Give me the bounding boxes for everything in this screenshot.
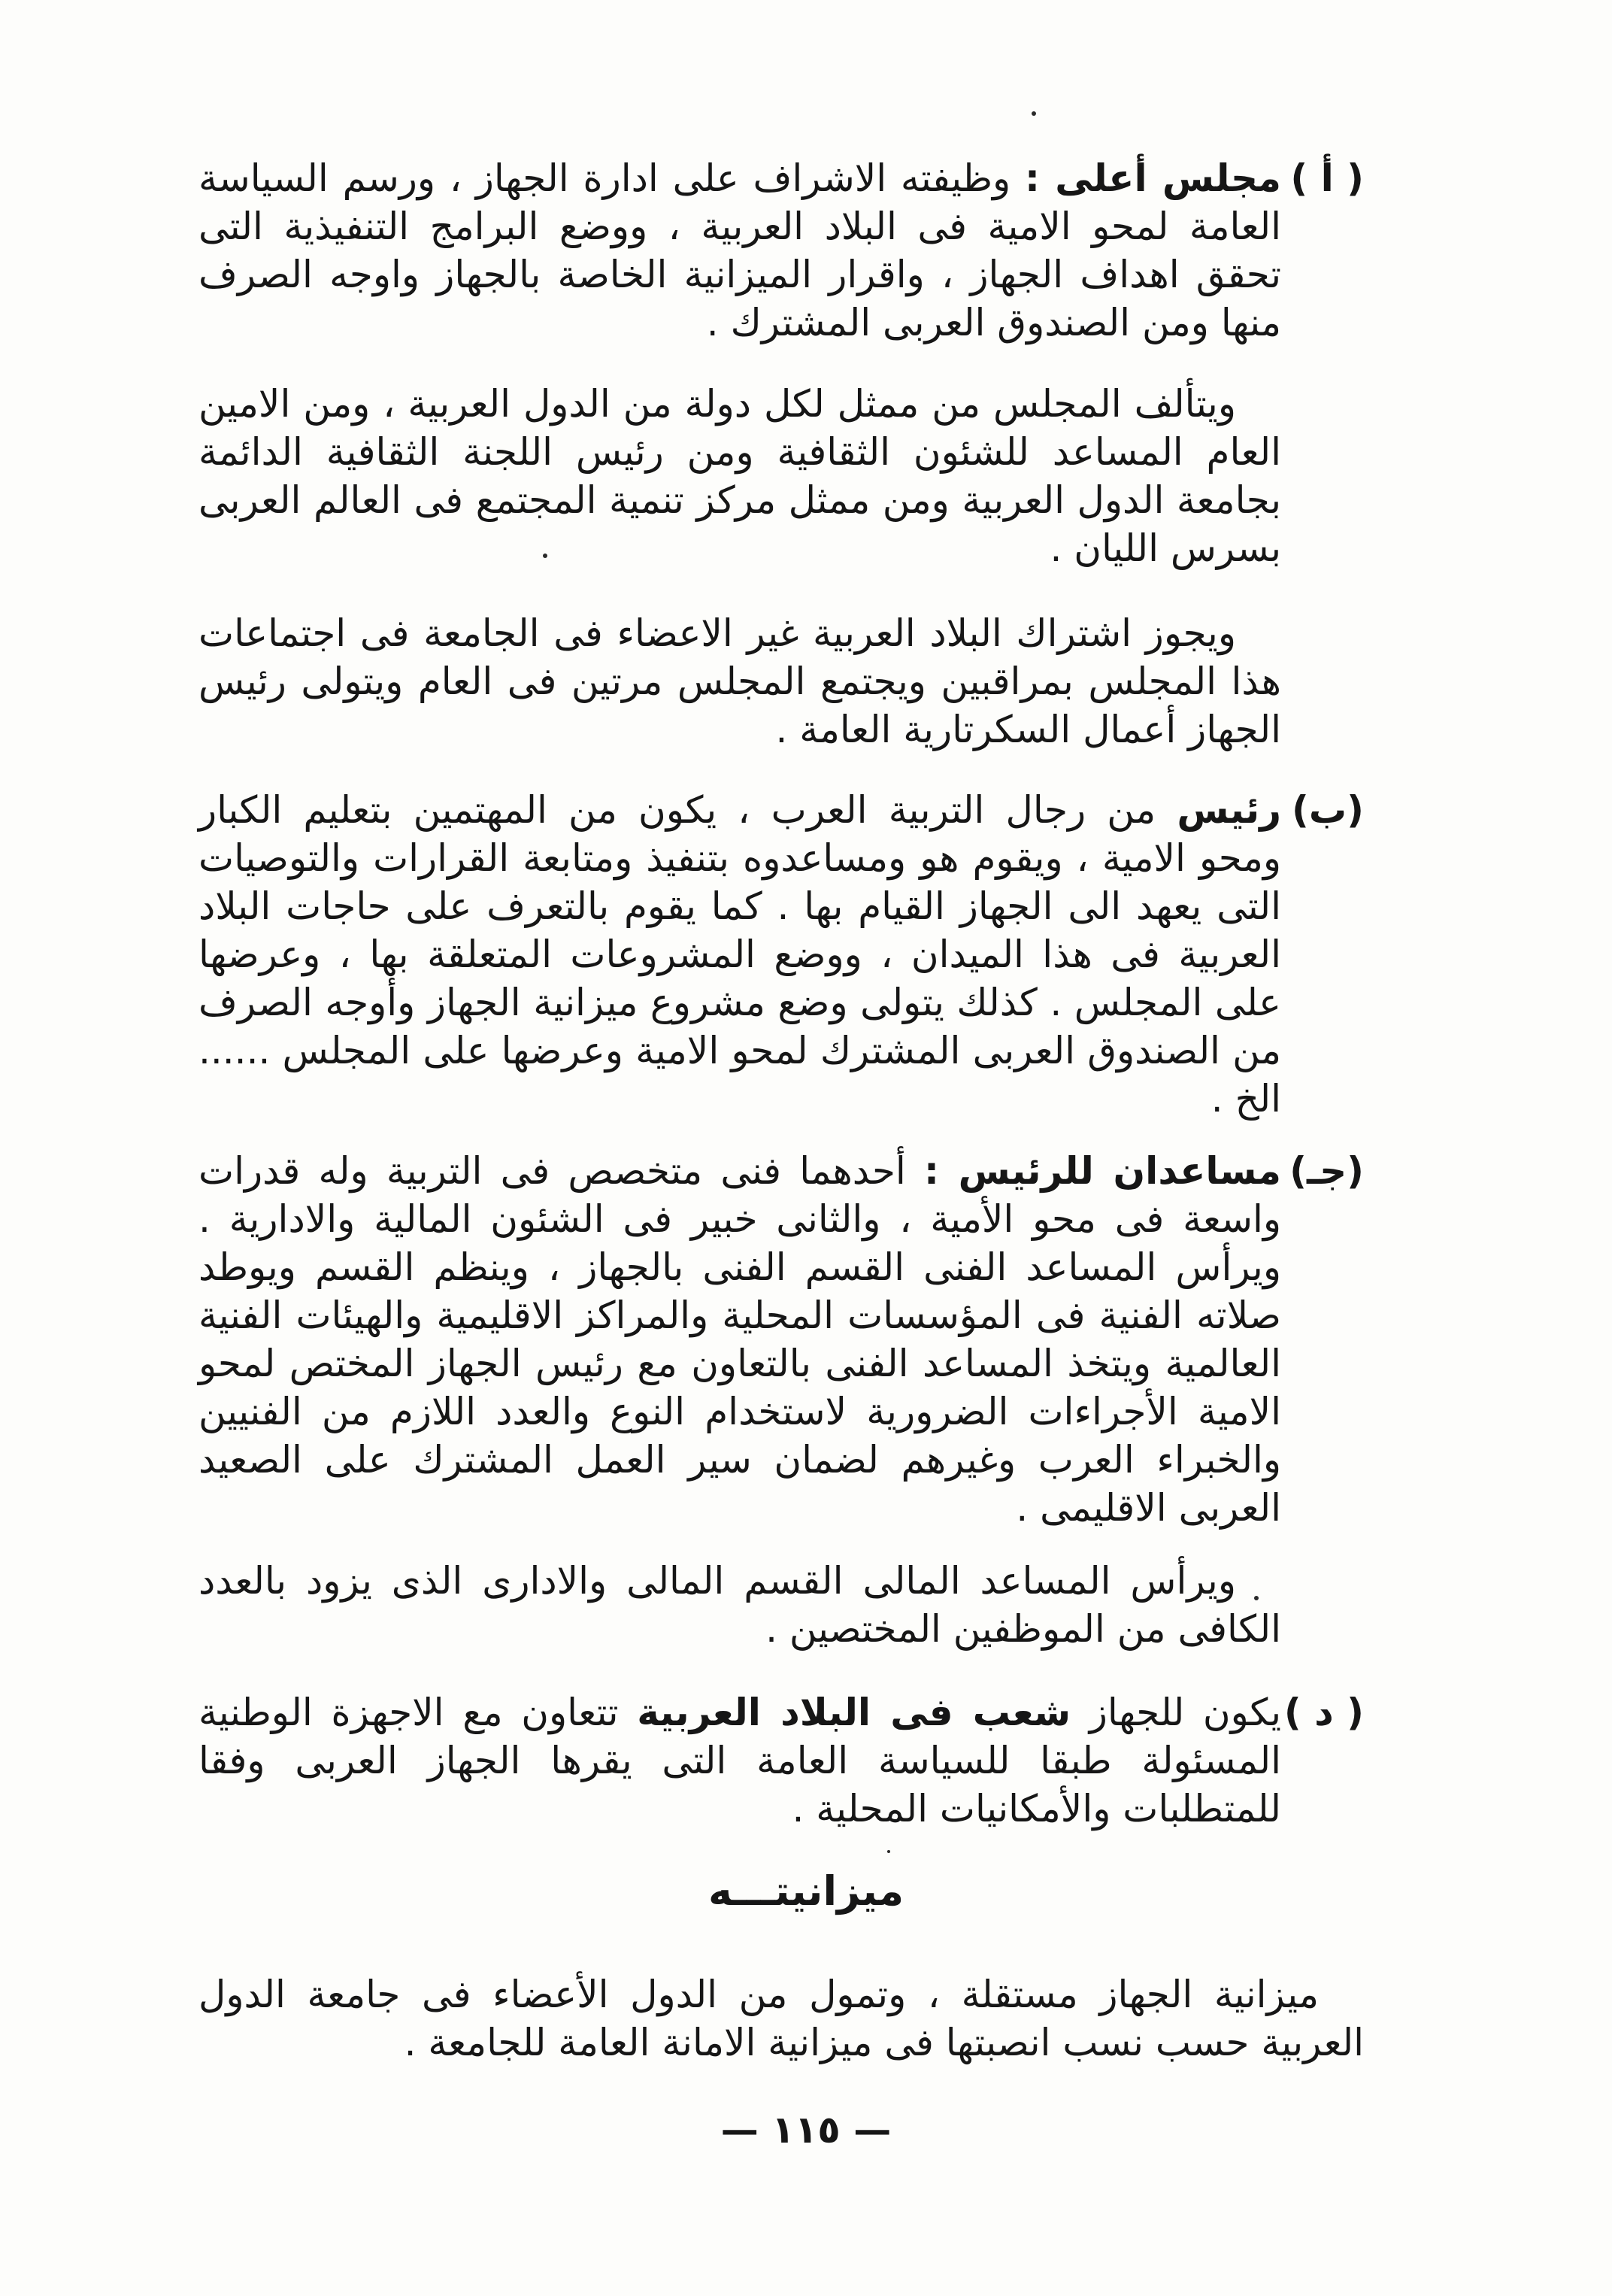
budget-heading: ميزانيتـــه <box>708 1867 904 1915</box>
scan-speck <box>1032 111 1036 116</box>
section-b-text: من رجال التربية العرب ، يكون من المهتمين بتعليم الكبار ومحو الامية ، ويقوم هو ومساعدوه بتنفيذ ومتابعة القرارات والتوصيات التى يعهد الى الجهاز القيام بها . كما يقوم بالتعرف على حاجات البلاد العربية فى هذا الميدان ، ووضع المشروعات المتعلقة بها ، وعرضها على المجلس . كذلك يتولى وضع مشروع ميزانية الجهاز وأوجه الصرف من الصندوق العربى المشترك لمحو الامية وعرضها على المجلس ...... الخ . <box>198 788 1281 1121</box>
budget-paragraph: ميزانية الجهاز مستقلة ، وتمول من الدول الأعضاء فى جامعة الدول العربية حسب نسب انصبتها فى ميزانية الامانة العامة للجامعة . <box>198 1973 1364 2064</box>
section-a-text: وظيفته الاشراف على ادارة الجهاز ، ورسم السياسة العامة لمحو الامية فى البلاد العربية ، ووضع البرامج التنفيذية التى تحقق اهداف الجهاز ، واقرار الميزانية الخاصة بالجهاز واوجه الصرف منها ومن الصندوق العربى المشترك . <box>198 156 1281 344</box>
section-b <box>198 786 1364 1123</box>
section-d-lead: شعب فى البلاد العربية <box>637 1691 1071 1734</box>
section-marker: (جـ) <box>1289 1149 1364 1193</box>
section-a-paragraph-2: ويجوز اشتراك البلاد العربية غير الاعضاء فى الجامعة فى اجتماعات هذا المجلس بمراقبين ويجتمع المجلس مرتين فى العام ويتولى رئيس الجهاز أعمال السكرتارية العامة . <box>198 611 1281 751</box>
section-d-text-after: تتعاون مع الاجهزة الوطنية المسئولة طبقا للسياسة العامة التى يقرها الجهاز العربى وفقا للمتطلبات والأمكانيات المحلية . <box>198 1691 1281 1830</box>
scan-speck <box>887 1850 890 1853</box>
section-a <box>198 154 1364 347</box>
page-number: — ١١٥ — <box>720 2108 892 2152</box>
section-marker: ( د ) <box>1283 1691 1364 1734</box>
section-d-body <box>198 1688 1281 1833</box>
section-c-paragraph-1: ويرأس المساعد المالى القسم المالى والادارى الذى يزود بالعدد الكافى من الموظفين المختصين . <box>198 1559 1281 1651</box>
section-d <box>198 1688 1364 1833</box>
section-d-text-before: يكون للجهاز <box>1071 1691 1282 1734</box>
section-marker: (ب) <box>1292 788 1364 832</box>
section-c-body <box>198 1147 1281 1532</box>
section-c <box>198 1147 1364 1532</box>
section-c-text: أحدهما فنى متخصص فى التربية وله قدرات واسعة فى محو الأمية ، والثانى خبير فى الشئون المالية والادارية . ويرأس المساعد الفنى القسم الفنى بالجهاز ، وينظم القسم ويوطد صلاته الفنية فى المؤسسات المحلية والمراكز الاقليمية والهيئات الفنية العالمية ويتخذ المساعد الفنى بالتعاون مع رئيس الجهاز المختص لمحو الامية الأجراءات الضرورية لاستخدام النوع والعدد اللازم من الفنيين والخبراء العرب وغيرهم لضمان سير العمل المشترك على الصعيد العربى الاقليمى . <box>198 1149 1281 1530</box>
section-b-lead: رئيس <box>1177 788 1281 832</box>
section-marker: ( أ ) <box>1290 156 1364 200</box>
section-a-paragraph-1: ويتألف المجلس من ممثل لكل دولة من الدول العربية ، ومن الامين العام المساعد للشئون الثقافية ومن رئيس اللجنة الثقافية الدائمة بجامعة الدول العربية ومن ممثل مركز تنمية المجتمع فى العالم العربى بسرس الليان . <box>198 382 1281 570</box>
section-b-body <box>198 786 1281 1123</box>
section-a-lead: مجلس أعلى : <box>1024 156 1281 200</box>
section-c-lead: مساعدان للرئيس : <box>923 1149 1281 1193</box>
section-a-body <box>198 154 1281 347</box>
